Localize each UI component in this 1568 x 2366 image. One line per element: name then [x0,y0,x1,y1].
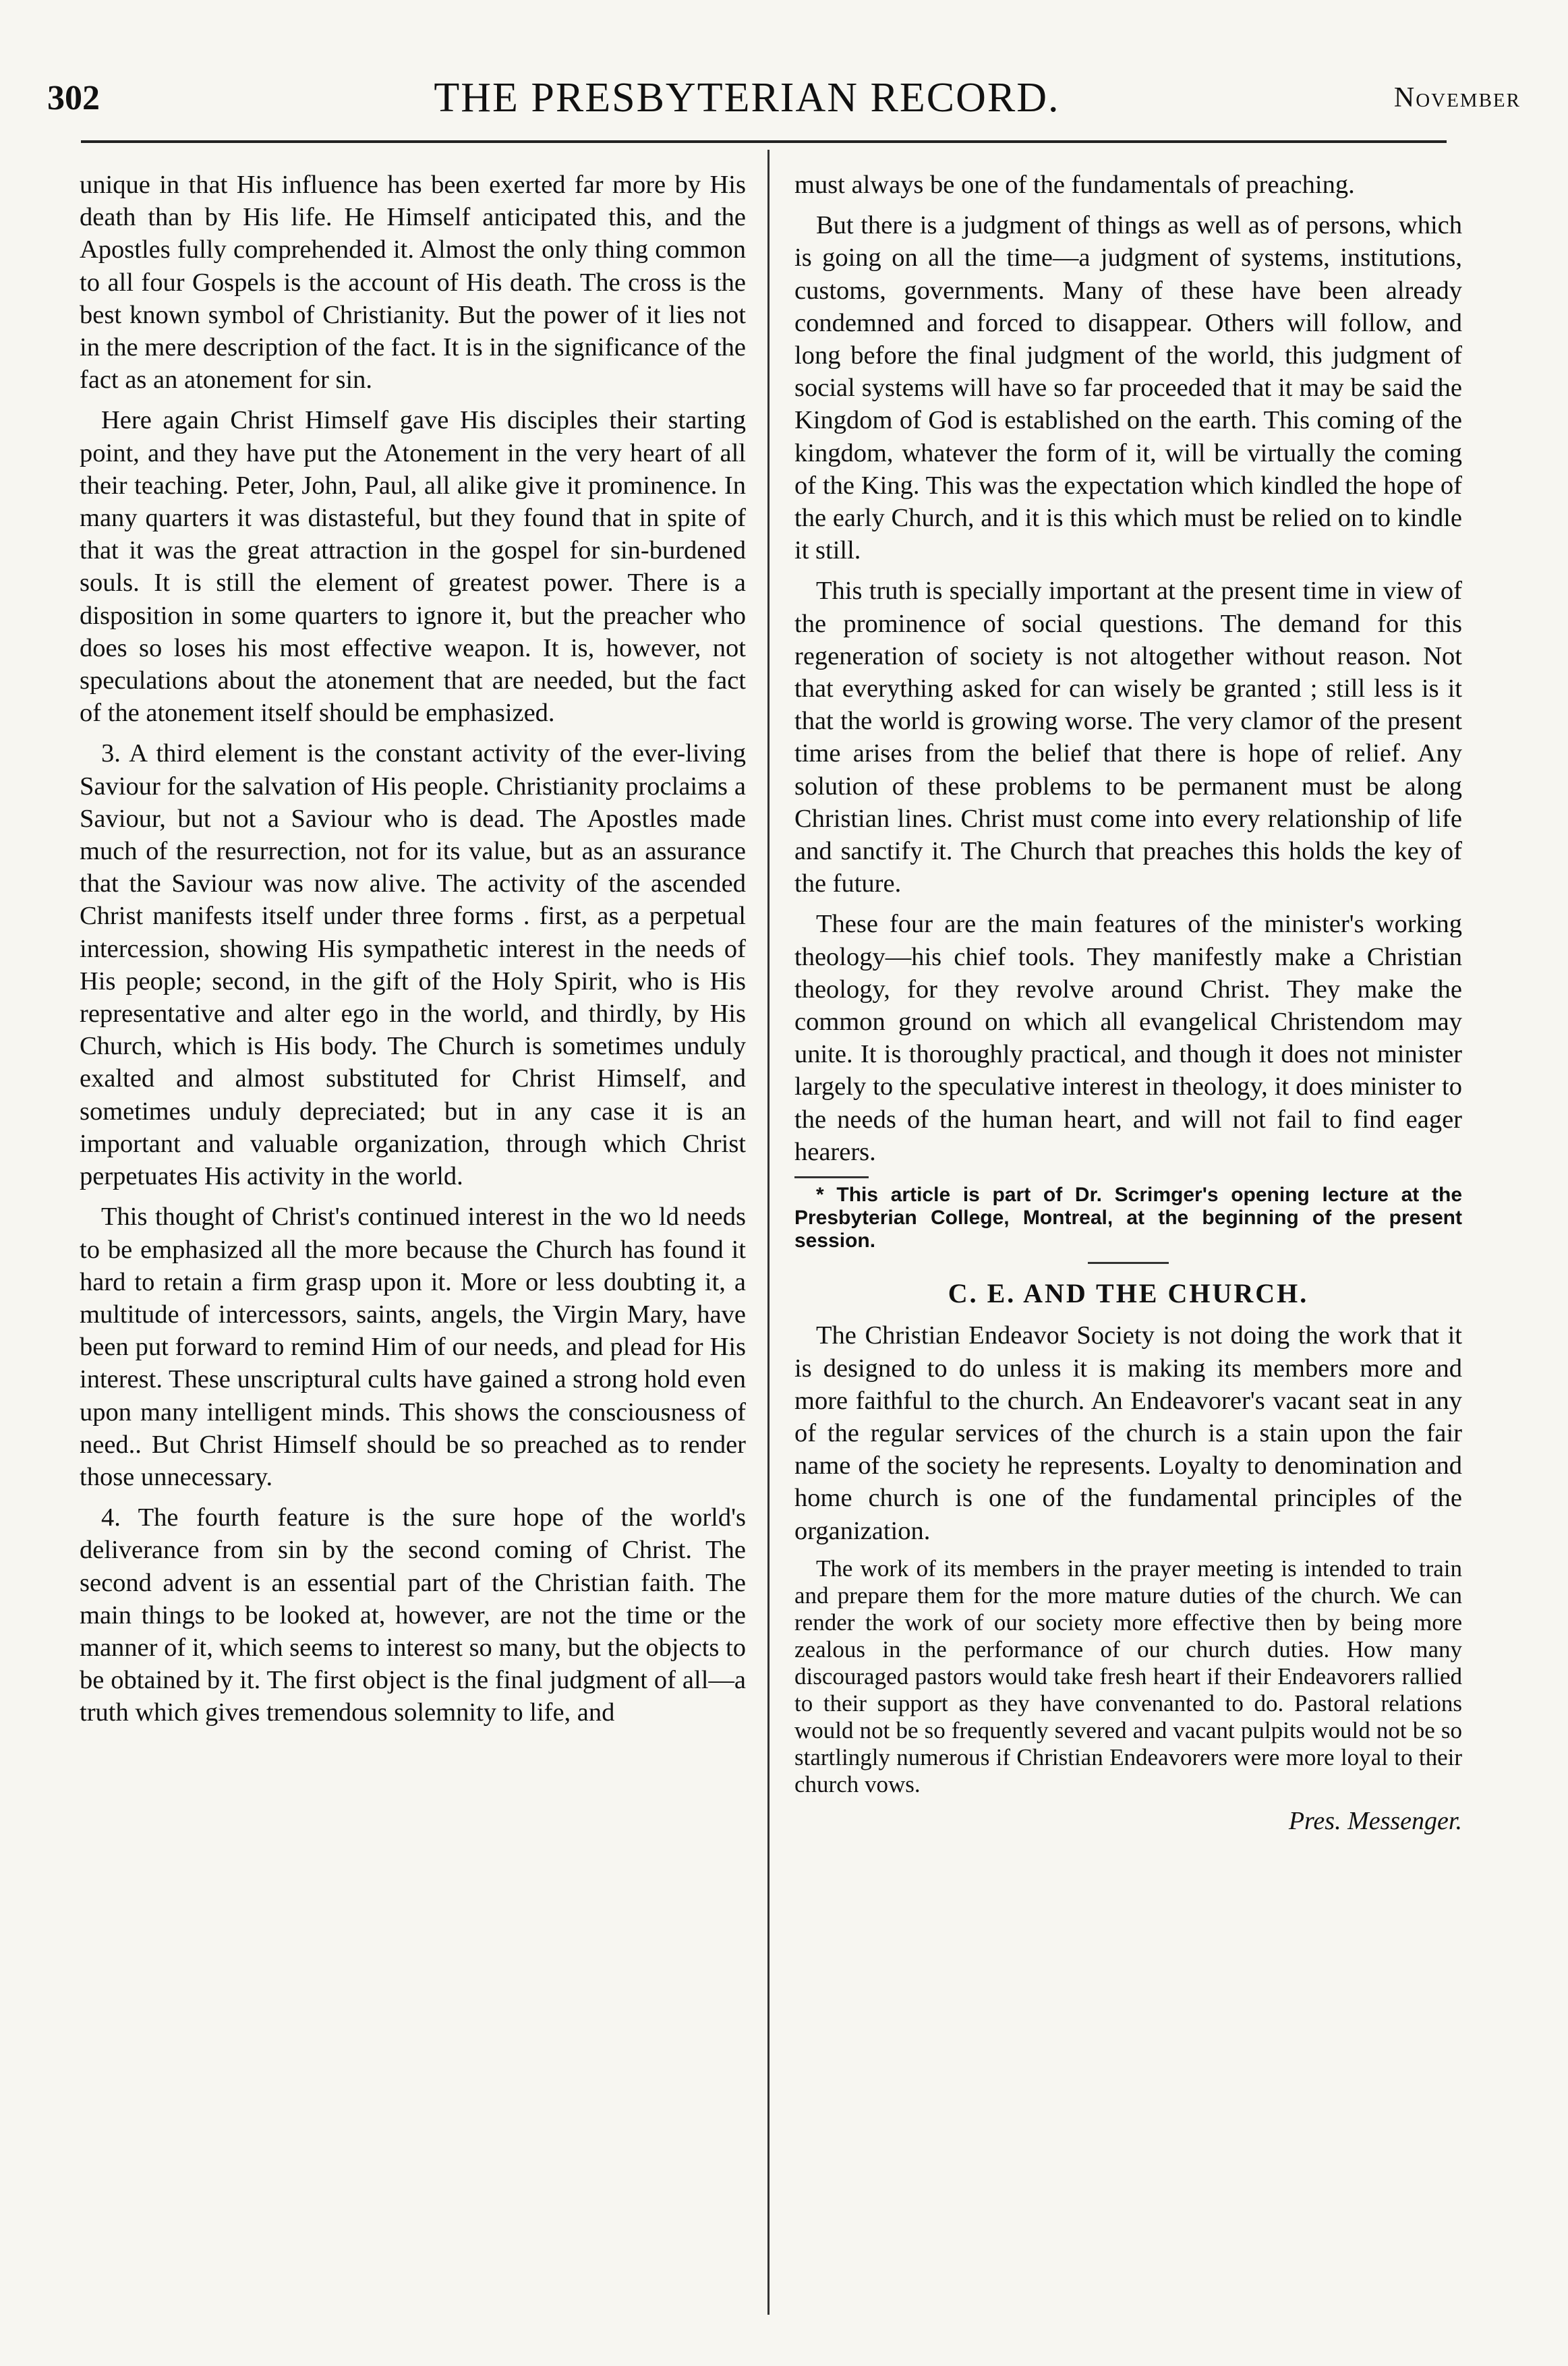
column-divider [767,150,770,2315]
paragraph: But there is a judgment of things as well as of persons, which is going on all the time—a judgment of systems, institutions, customs, governments. Many of these have been already condemned and forced to disappear. Others will follow, and long before the final judgment of the world, this judgment of social systems will have so far proceeded that it may be said the Kingdom of God is established on the earth. This coming of the kingdom, whatever the form of it, will be virtually the coming of the King. This was the expectation which kindled the hope of the early Church, and it is this which must be relied on to kindle it still. [794,211,1462,565]
paragraph: must always be one of the fundamentals of preaching. [794,171,1355,199]
paragraph: These four are the main features of the minister's working theology—his chief tools. They manifestly make a Christian theology, for they revolve around Christ. They make the common ground on which all evangelical Christendom may unite. It is thoroughly practical, and though it does not minister largely to the speculative interest in theology, it does minister to the needs of the human heart, and will not fail to find eager hearers. [794,910,1462,1166]
paragraph: The work of its members in the prayer meeting is intended to train and prepare them for the more mature duties of the church. We can render the work of our society more effective then by being more zealous in the performance of our church duties. How many discouraged pastors would take fresh heart if their Endeavorers rallied to their support as they have convenanted to do. Pastoral relations would not be so frequently severed and vacant pulpits would not be so startlingly numerous if Christian Endeavorers were more loyal to their church vows. [794,1555,1462,1797]
paragraph: Here again Christ Himself gave His disciples their starting point, and they have put the Atonement in the very heart of all their teaching. Peter, John, Paul, all alike give it prominence. In many quarters it was distasteful, but they found that in spite of that it was the great attraction in the gospel for sin-burdened souls. It is still the element of greatest power. There is a disposition in some quarters to ignore it, but the preacher who does so loses his most effective weapon. It is, however, not speculations about the atonement that are needed, but the fact of the atonement itself should be emphasized. [80,406,746,728]
section-heading: C. E. AND THE CHURCH. [948,1278,1309,1309]
paragraph: This truth is specially important at the present time in view of the prominence of social questions. The demand for this regeneration of society is not altogether without reason. Not that everything asked for can wisely be granted ; still less is it that the world is growing worse. The very clamor of the present time arises from the belief that there is hope of relief. Any solution of these problems to be permanent must be along Christian lines. Christ must come into every relationship of life and sanctify it. The Church that preaches this holds the key of the future. [794,577,1462,898]
footnote: * This article is part of Dr. Scrimger's opening lecture at the Presbyterian College, Montreal, at the beginning of the present session. [794,1184,1462,1252]
paragraph: unique in that His influence has been exerted far more by His death than by His life. He Himself anticipated this, and the Apostles fully comprehended it. Almost the only thing common to all four Gospels is the account of His death. The cross is the best known symbol of Christianity. But the power of it lies not in the mere description of the fact. It is in the significance of the fact as an atonement for sin. [80,171,746,395]
paragraph: 4. The fourth feature is the sure hope of the world's deliverance from sin by the second coming of Christ. The second advent is an essential part of the Christian faith. The main things to be looked at, however, are not the time or the manner of it, which seems to interest so many, but the objects to be obtained by it. The first object is the final judgment of all—a truth which gives tremendous solemnity to life, and [80,1503,746,1727]
page-header [47,67,1521,128]
page-number: 302 [47,78,100,117]
signature: Pres. Messenger. [1288,1806,1462,1835]
paragraph: The Christian Endeavor Society is not doing the work that it is designed to do unless it is making its members more and more faithful to the church. An Endeavorer's vacant seat in any of the regular services of the church is a stain upon the fair name of the society he represents. Loyalty to denomination and home church is one of the fundamental principles of the organization. [794,1321,1462,1545]
paragraph: 3. A third element is the constant activity of the ever-living Saviour for the salvation of His people. Christianity proclaims a Saviour, but not a Saviour who is dead. The Apostles made much of the resurrection, not for its value, but as an assurance that the Saviour was now alive. The activity of the ascended Christ manifests itself under three forms . first, as a perpetual intercession, showing His sympathetic interest in the needs of His people; second, in the gift of the Holy Spirit, who is His representative and alter ego in the world, and thirdly, by His Church, which is His body. The Church is sometimes unduly exalted and almost substituted for Christ Himself, and sometimes unduly depreciated; but in any case it is an important and valuable organization, through which Christ perpetuates His activity in the world. [80,739,746,1191]
paragraph: This thought of Christ's continued interest in the wo ld needs to be emphasized all the more because the Church has found it hard to retain a firm grasp upon it. More or less doubting it, a multitude of intercessors, saints, angels, the Virgin Mary, have been put forward to remind Him of our needs, and plead for His interest. These unscriptural cults have gained a strong hold even upon many intelligent minds. This shows the consciousness of need.. But Christ Himself should be so preached as to render those unnecessary. [80,1203,746,1491]
issue-month: November [1393,82,1521,113]
section-rule [1088,1262,1169,1264]
journal-title: THE PRESBYTERIAN RECORD. [434,74,1060,121]
footnote-rule [794,1176,869,1178]
right-column [794,169,1462,1844]
header-rule [81,140,1447,143]
left-column [80,169,746,1737]
